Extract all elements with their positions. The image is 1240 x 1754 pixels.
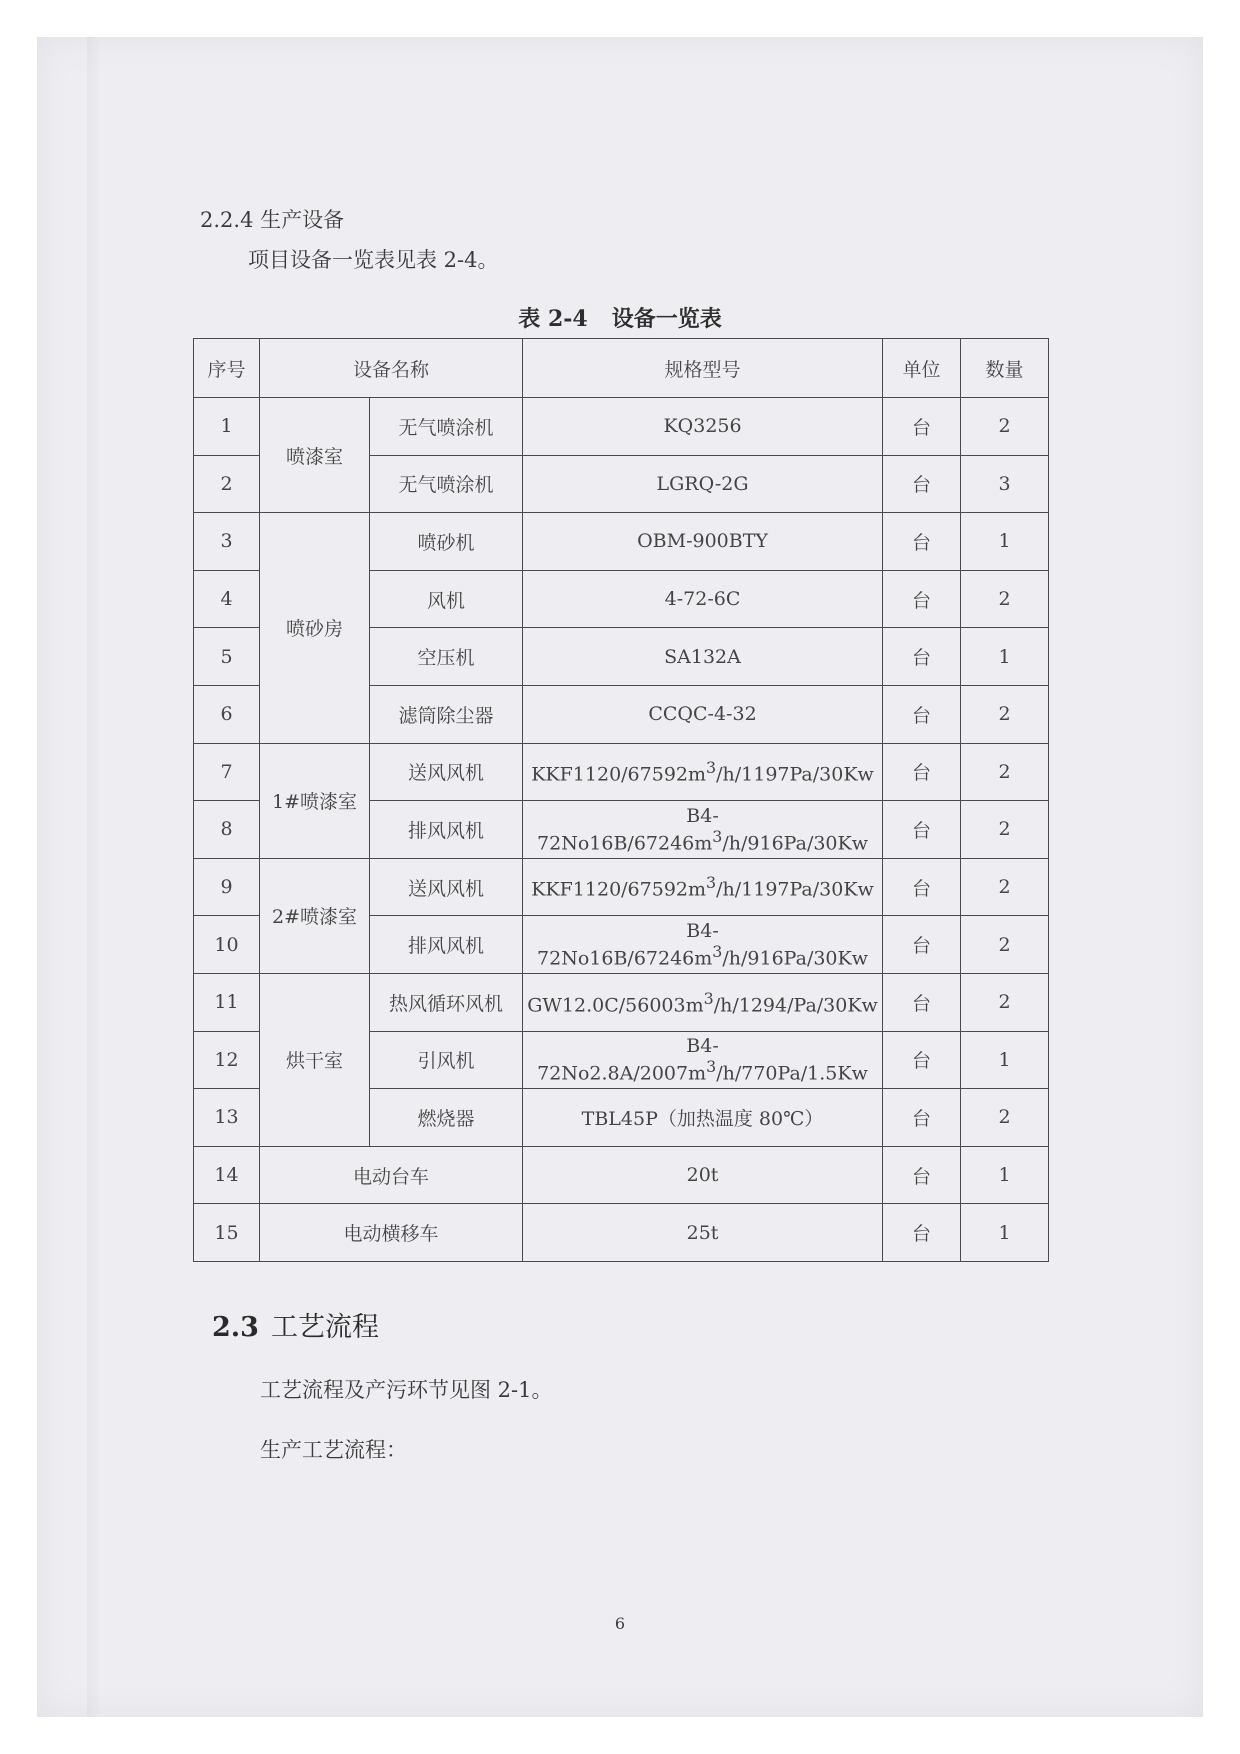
- cell-seq: 10: [194, 916, 260, 974]
- cell-name: 喷砂机: [370, 513, 523, 571]
- spec-text: /h/770Pa/1.5Kw: [716, 1062, 868, 1085]
- spec-superscript: 3: [712, 826, 723, 846]
- section-heading-2-3: [212, 1305, 379, 1344]
- spec-text: B4-72No16B/67246m: [537, 919, 719, 970]
- section-number: 2.3: [212, 1312, 259, 1343]
- cell-name: 电动横移车: [260, 1204, 523, 1262]
- spec-text: B4-72No16B/67246m: [537, 804, 719, 855]
- cell-spec: LGRQ-2G: [523, 455, 883, 513]
- table-row: [194, 1204, 1049, 1262]
- cell-qty: 2: [961, 398, 1049, 456]
- section-title: 工艺流程: [270, 1312, 379, 1343]
- cell-seq: 11: [194, 973, 260, 1031]
- spec-text: KKF1120/67592m: [531, 878, 707, 901]
- group-cell: 烘干室: [260, 973, 370, 1146]
- header-seq: 序号: [194, 339, 260, 398]
- cell-name: 送风风机: [370, 743, 523, 801]
- table-row: [194, 743, 1049, 801]
- cell-name: 引风机: [370, 1031, 523, 1089]
- cell-seq: 15: [194, 1204, 260, 1262]
- cell-qty: 2: [961, 858, 1049, 916]
- table-row: [194, 513, 1049, 571]
- cell-name: 排风风机: [370, 801, 523, 859]
- process-paragraph: 工艺流程及产污环节见图 2-1。: [260, 1378, 553, 1402]
- spec-text: /h/916Pa/30Kw: [722, 947, 868, 970]
- cell-name: 送风风机: [370, 858, 523, 916]
- spec-text: GW12.0C/56003m: [527, 993, 704, 1016]
- cell-seq: 5: [194, 628, 260, 686]
- cell-unit: 台: [883, 858, 961, 916]
- cell-seq: 1: [194, 398, 260, 456]
- table-row: [194, 398, 1049, 456]
- cell-qty: 2: [961, 743, 1049, 801]
- cell-unit: 台: [883, 1089, 961, 1147]
- cell-unit: 台: [883, 973, 961, 1031]
- header-unit: 单位: [883, 339, 961, 398]
- spec-text: B4-72No2.8A/2007m: [537, 1035, 719, 1085]
- section-title: 生产设备: [260, 208, 345, 232]
- group-cell: 喷砂房: [260, 513, 370, 743]
- cell-unit: 台: [883, 398, 961, 456]
- cell-spec: OBM-900BTY: [523, 513, 883, 571]
- group-cell: 喷漆室: [260, 398, 370, 513]
- cell-unit: 台: [883, 743, 961, 801]
- spec-superscript: 3: [706, 758, 717, 778]
- intro-paragraph: 项目设备一览表见表 2-4。: [248, 248, 499, 272]
- cell-spec: [523, 801, 883, 859]
- table-caption-title: 设备一览表: [611, 306, 722, 332]
- cell-qty: 2: [961, 973, 1049, 1031]
- table-row: [194, 973, 1049, 1031]
- cell-qty: 2: [961, 801, 1049, 859]
- cell-unit: 台: [883, 1146, 961, 1204]
- cell-unit: 台: [883, 570, 961, 628]
- cell-spec: 25t: [523, 1204, 883, 1262]
- cell-unit: 台: [883, 1031, 961, 1089]
- spec-text: KKF1120/67592m: [531, 763, 707, 786]
- cell-qty: 2: [961, 685, 1049, 743]
- cell-unit: 台: [883, 1204, 961, 1262]
- cell-qty: 1: [961, 628, 1049, 686]
- cell-unit: 台: [883, 628, 961, 686]
- table-row: [194, 858, 1049, 916]
- cell-qty: 2: [961, 570, 1049, 628]
- cell-name: 无气喷涂机: [370, 455, 523, 513]
- cell-name: 排风风机: [370, 916, 523, 974]
- cell-spec: SA132A: [523, 628, 883, 686]
- cell-seq: 14: [194, 1146, 260, 1204]
- cell-seq: 2: [194, 455, 260, 513]
- spec-superscript: 3: [706, 873, 717, 893]
- cell-seq: 9: [194, 858, 260, 916]
- cell-seq: 6: [194, 685, 260, 743]
- header-name: 设备名称: [260, 339, 523, 398]
- cell-name: 风机: [370, 570, 523, 628]
- spec-superscript: 3: [712, 941, 723, 961]
- cell-spec: [523, 1031, 883, 1089]
- page-number: 6: [614, 1614, 626, 1633]
- cell-qty: 2: [961, 916, 1049, 974]
- cell-spec: [523, 973, 883, 1031]
- group-cell: 2#喷漆室: [260, 858, 370, 973]
- cell-spec: 4-72-6C: [523, 570, 883, 628]
- spec-text: /h/1197Pa/30Kw: [716, 763, 874, 786]
- header-qty: 数量: [961, 339, 1049, 398]
- cell-qty: 1: [961, 1204, 1049, 1262]
- cell-qty: 1: [961, 1031, 1049, 1089]
- spec-text: /h/916Pa/30Kw: [722, 832, 868, 855]
- cell-spec: [523, 916, 883, 974]
- table-caption: [0, 302, 1240, 333]
- cell-qty: 2: [961, 1089, 1049, 1147]
- process-flow-label: 生产工艺流程：: [260, 1438, 407, 1462]
- table-row: [194, 1146, 1049, 1204]
- cell-unit: 台: [883, 801, 961, 859]
- spec-text: /h/1197Pa/30Kw: [716, 878, 874, 901]
- table-header-row: [194, 339, 1049, 398]
- cell-seq: 13: [194, 1089, 260, 1147]
- cell-spec: CCQC-4-32: [523, 685, 883, 743]
- cell-spec: [523, 858, 883, 916]
- cell-qty: 3: [961, 455, 1049, 513]
- section-heading-2-2-4: [200, 204, 344, 234]
- spec-superscript: 3: [706, 1057, 717, 1077]
- cell-spec: TBL45P（加热温度 80℃）: [523, 1089, 883, 1147]
- cell-seq: 4: [194, 570, 260, 628]
- cell-qty: 1: [961, 513, 1049, 571]
- cell-name: 滤筒除尘器: [370, 685, 523, 743]
- cell-seq: 12: [194, 1031, 260, 1089]
- cell-seq: 3: [194, 513, 260, 571]
- cell-unit: 台: [883, 455, 961, 513]
- cell-spec: 20t: [523, 1146, 883, 1204]
- spec-superscript: 3: [703, 988, 714, 1008]
- cell-spec: [523, 743, 883, 801]
- cell-seq: 8: [194, 801, 260, 859]
- cell-seq: 7: [194, 743, 260, 801]
- cell-unit: 台: [883, 916, 961, 974]
- cell-qty: 1: [961, 1146, 1049, 1204]
- cell-name: 热风循环风机: [370, 973, 523, 1031]
- equipment-table: [193, 338, 1049, 1262]
- group-cell: 1#喷漆室: [260, 743, 370, 858]
- header-spec: 规格型号: [523, 339, 883, 398]
- cell-name: 电动台车: [260, 1146, 523, 1204]
- table-caption-number: 表 2-4: [518, 306, 588, 332]
- cell-name: 无气喷涂机: [370, 398, 523, 456]
- spec-text: /h/1294/Pa/30Kw: [713, 993, 878, 1016]
- cell-spec: KQ3256: [523, 398, 883, 456]
- cell-unit: 台: [883, 513, 961, 571]
- cell-name: 燃烧器: [370, 1089, 523, 1147]
- cell-unit: 台: [883, 685, 961, 743]
- cell-name: 空压机: [370, 628, 523, 686]
- section-number: 2.2.4: [200, 208, 254, 232]
